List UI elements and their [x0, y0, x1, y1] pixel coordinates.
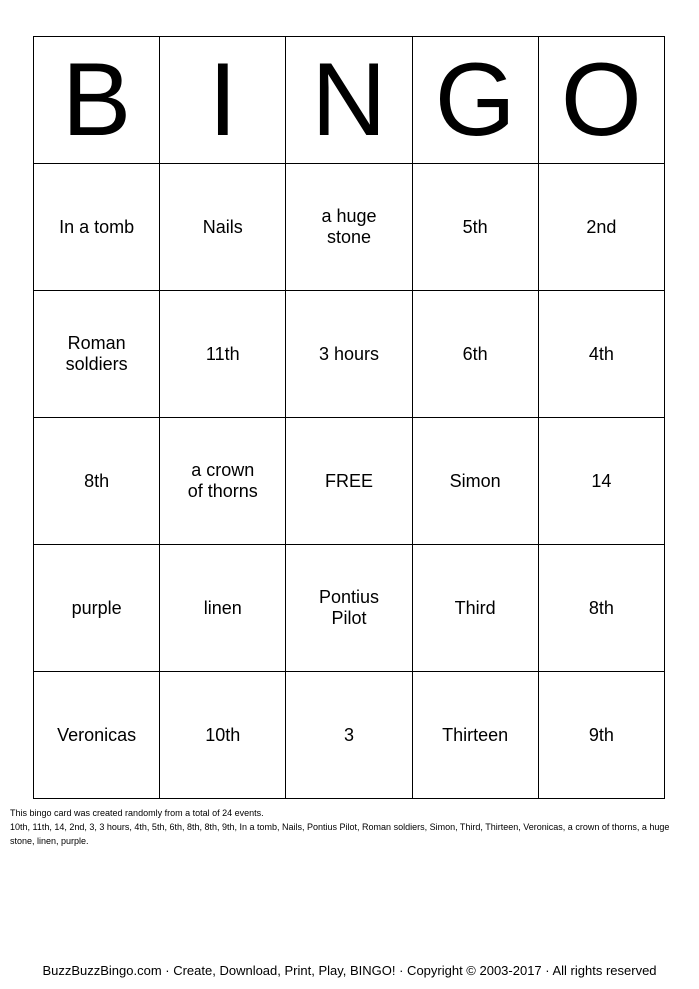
bingo-cell [34, 418, 160, 545]
bingo-cell-text: linen [203, 597, 242, 618]
header-cell-o [538, 37, 664, 164]
bingo-cell [538, 672, 664, 799]
bingo-cell-text: 3 hours [318, 343, 379, 364]
bingo-cell [538, 418, 664, 545]
header-cell-i [160, 37, 286, 164]
bingo-cell [412, 545, 538, 672]
header-letter: G [434, 42, 516, 158]
bingo-cell-text: purple [71, 597, 122, 618]
bingo-cell-text: 2nd [586, 216, 617, 237]
header-cell-b [34, 37, 160, 164]
bingo-cell-text: a huge stone [321, 206, 377, 247]
bingo-cell-text: Nails [202, 216, 243, 237]
bingo-cell [34, 672, 160, 799]
bingo-cell [538, 545, 664, 672]
bingo-row-5 [34, 672, 665, 799]
bingo-row-3 [34, 418, 665, 545]
bingo-cell-text: Thirteen [442, 724, 509, 745]
header-cell-g [412, 37, 538, 164]
bingo-cell [286, 545, 412, 672]
bingo-cell-free [286, 418, 412, 545]
bingo-cell-text: 8th [588, 597, 614, 618]
card-info-summary: This bingo card was created randomly from a total of 24 events. [10, 808, 264, 818]
bingo-cell-text: 10th [205, 724, 241, 745]
header-letter: N [311, 42, 387, 158]
bingo-cell [160, 672, 286, 799]
bingo-cell-text: Roman soldiers [65, 333, 128, 374]
bingo-cell-text: 9th [588, 724, 614, 745]
bingo-row-1 [34, 164, 665, 291]
bingo-cell [412, 164, 538, 291]
bingo-cell [412, 418, 538, 545]
bingo-cell-text: 14 [591, 470, 612, 491]
footer-copyright: BuzzBuzzBingo.com · Create, Download, Print, Play, BINGO! · Copyright © 2003-2017 · All rights reserved [42, 963, 657, 978]
bingo-cell-text: 3 [343, 724, 354, 745]
bingo-cell-text: In a tomb [59, 216, 135, 237]
bingo-row-4 [34, 545, 665, 672]
bingo-cell [538, 291, 664, 418]
bingo-cell [538, 164, 664, 291]
bingo-card [33, 36, 665, 799]
bingo-cell [286, 164, 412, 291]
bingo-cell [34, 164, 160, 291]
bingo-cell [160, 545, 286, 672]
header-letter: O [560, 42, 642, 158]
header-cell-n [286, 37, 412, 164]
bingo-cell-text: 6th [462, 343, 488, 364]
card-info [10, 806, 685, 848]
bingo-cell [286, 672, 412, 799]
bingo-cell [160, 418, 286, 545]
bingo-cell-text: Third [454, 597, 496, 618]
card-info-events-list: 10th, 11th, 14, 2nd, 3, 3 hours, 4th, 5th, 6th, 8th, 8th, 9th, In a tomb, Nails, Pontius Pilot, Roman soldiers, Simon, Third, Thirteen, Veronicas, a crown of thorns, a huge stone, linen, purple. [10, 822, 670, 846]
bingo-cell [412, 291, 538, 418]
bingo-cell-text: 5th [462, 216, 488, 237]
bingo-cell [34, 291, 160, 418]
header-letter: I [208, 42, 238, 158]
bingo-cell [160, 291, 286, 418]
bingo-cell-text: 8th [84, 470, 110, 491]
bingo-cell [286, 291, 412, 418]
bingo-cell-text: 4th [588, 343, 614, 364]
bingo-cell [412, 672, 538, 799]
bingo-cell-text: Simon [449, 470, 501, 491]
free-space-text: FREE [324, 470, 373, 491]
bingo-cell [160, 164, 286, 291]
bingo-cell [34, 545, 160, 672]
bingo-row-2 [34, 291, 665, 418]
bingo-cell-text: a crown of thorns [187, 460, 258, 501]
bingo-cell-text: Veronicas [57, 724, 137, 745]
bingo-cell-text: 11th [205, 343, 240, 364]
bingo-cell-text: Pontius Pilot [318, 587, 379, 628]
header-letter: B [61, 42, 132, 158]
bingo-header-row [34, 37, 665, 164]
